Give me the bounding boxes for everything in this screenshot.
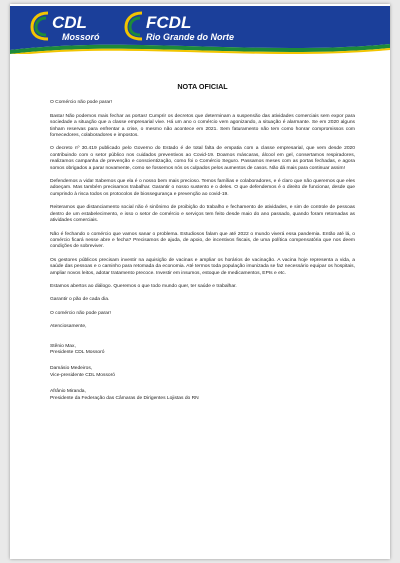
signer-role: Presidente da Federação das Câmaras de Dirigentes Lojistas do RN: [50, 395, 199, 401]
brand-fcdl-state: Rio Grande do Norte: [146, 32, 235, 42]
closing: Atenciosamente,: [50, 324, 87, 330]
brand-cdl: CDL: [52, 13, 87, 32]
paragraph: Basta! Não podemos mais fechar as portas! Cumprir os decretos que determinam a suspensão das atividades comerciais sem expor para sociedade a situação que a classe empresarial vive. Há um ano o comércio vem agonizando, a situação é alarmante. Se em 2020 alguns tinham reservas para enfrentar a crise, o mesmo não acontece em 2021. Sem faturamento não tem como honrar compromissos com fornecedores, colaboradores e impostos.: [50, 113, 355, 139]
letterhead: [10, 4, 390, 56]
signer-name: Damásio Medeiros,: [50, 366, 93, 372]
paragraph: O decreto nº 30.419 publicado pelo Governo do Estado é de total falta de empatia com a classe empresarial, que vem desde 2020 contribuindo com o setor público nos cuidados preventivos ao Covid-19. Doamos máscaras, álcool em gel, consertamos respiradores, realizamos campanha de prevenção e conscientização, como foi o Comércio Seguro. Passamos meses com as portas fechadas, e agora somos obrigados a parar novamente, como se fossemos nós os culpados pelos aumentos de casos. Não dá mais para continuar assim!: [50, 146, 355, 171]
paragraph: Reiteramos que distanciamento social não é sinônimo de proibição do trabalho e fechamento de atividades, e sim de controle de pessoas dentro de um estabelecimento, e isso o setor de comércio e serviços tem feito desde maio do ano passado, quando foram retomadas as atividades comerciais.: [50, 205, 355, 224]
paragraph: O Comércio não pode parar!: [50, 100, 112, 106]
signer-role: Presidente CDL Mossoró: [50, 349, 105, 355]
paragraph: Os gestores públicos precisam investir na aquisição de vacinas e ampliar os horários de vacinação. A vacina hoje representa a vida, a saúde das pessoas e o caminho para retomada da economia. Até termos toda população imunizada se faz necessário equipar os hospitais, ampliar novos leitos, adotar tratamento precoce. Investir em insumos, estoque de medicamentos, EPIs e etc.: [50, 257, 355, 276]
brand-fcdl: FCDL: [146, 13, 192, 32]
paragraph: Estamos abertos ao diálogo. Queremos o que todo mundo quer, ter saúde e trabalhar.: [50, 283, 237, 289]
letter-body: [50, 84, 355, 412]
brand-cdl-city: Mossoró: [62, 32, 100, 42]
signature-block: [50, 344, 355, 357]
signer-name: Afrânio Miranda,: [50, 389, 86, 395]
signatures: [50, 344, 355, 402]
paragraph: Garantir o pão de cada dia.: [50, 297, 110, 303]
signature-block: [50, 366, 355, 379]
fcdl-logo-icon: [124, 11, 144, 41]
cdl-logo-icon: [30, 11, 50, 41]
paragraph: O comércio não pode parar!: [50, 310, 111, 316]
paragraph: Não é fechando o comércio que vamos sanar o problema. Estudiosos falam que até 2022 o mundo viverá essa pandemia. Então até lá, o comércio ficará nesse abre e fecha? Precisamos de ajuda, de apoio, de incentivos fiscais, de uma política compensatória que nos deem condições de sobreviver.: [50, 231, 355, 250]
signer-role: Vice-presidente CDL Mossoró: [50, 372, 115, 378]
paragraph: Defendemos a vida! Sabemos que ela é o nosso bem mais precioso. Temos famílias e colaboradores, e é claro que não queremos que eles adoeçam. Mas também precisamos trabalhar. Garantir o nosso sustento e o deles. O que defendemos é o direito de funcionar, desde que cumprindo à risca todos os protocolos de biossegurança e prevenção ao covid-19.: [50, 179, 355, 197]
signature-block: [50, 389, 355, 402]
document-page: [10, 4, 390, 559]
document-title: NOTA OFICIAL: [177, 82, 228, 91]
signer-name: Stênio Max,: [50, 343, 76, 349]
